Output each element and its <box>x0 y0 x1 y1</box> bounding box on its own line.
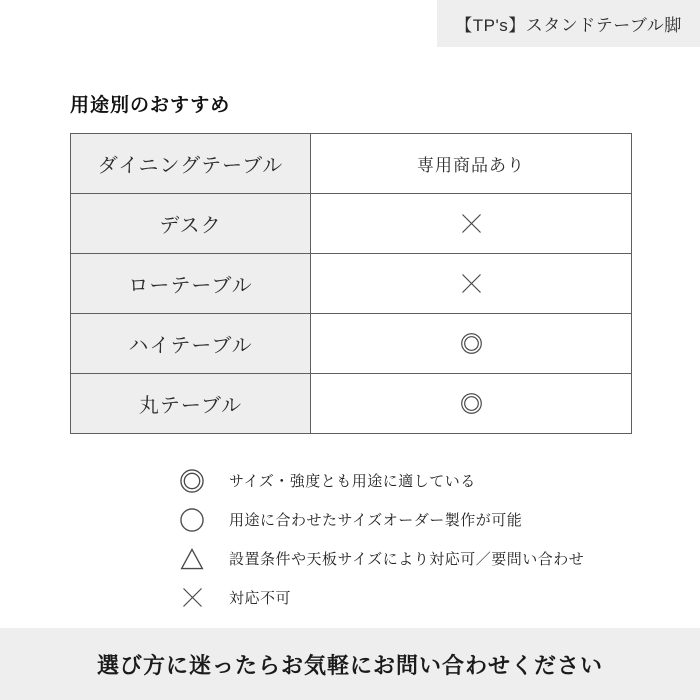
legend-label: 設置条件や天板サイズにより対応可／要問い合わせ <box>229 551 585 568</box>
cross-icon <box>460 272 483 295</box>
product-title: 【TP's】スタンドテーブル脚 <box>455 16 682 35</box>
use-label-cell: デスク <box>71 194 311 253</box>
legend-item <box>177 539 584 578</box>
table-row <box>71 374 631 433</box>
contact-footer-text: 選び方に迷ったらお気軽にお問い合わせください <box>96 652 603 678</box>
double-circle-icon <box>460 332 483 355</box>
product-title-badge <box>437 0 700 47</box>
use-label-cell: 丸テーブル <box>71 374 311 433</box>
rating-text: 専用商品あり <box>417 156 525 175</box>
legend-label: サイズ・強度とも用途に適している <box>229 473 476 490</box>
recommendation-table <box>70 133 632 434</box>
legend-label: 用途に合わせたサイズオーダー製作が可能 <box>229 512 523 529</box>
use-label-cell: ダイニングテーブル <box>71 134 311 193</box>
legend-item <box>177 500 584 539</box>
legend-mark <box>177 468 207 494</box>
cross-icon <box>460 212 483 235</box>
table-row <box>71 254 631 314</box>
table-row <box>71 134 631 194</box>
use-label-cell: ハイテーブル <box>71 314 311 373</box>
rating-cell <box>311 314 631 373</box>
legend-mark <box>177 507 207 533</box>
rating-cell <box>311 254 631 313</box>
table-row <box>71 194 631 254</box>
circle-icon <box>179 507 205 533</box>
double-circle-icon <box>460 392 483 415</box>
use-label-cell: ローテーブル <box>71 254 311 313</box>
section-title: 用途別のおすすめ <box>70 95 231 116</box>
contact-footer-bar <box>0 628 700 700</box>
triangle-icon <box>179 546 205 572</box>
rating-cell <box>311 374 631 433</box>
table-row <box>71 314 631 374</box>
legend-mark <box>177 586 207 609</box>
rating-cell <box>311 194 631 253</box>
rating-cell <box>311 134 631 193</box>
legend-mark <box>177 546 207 572</box>
legend <box>177 461 584 617</box>
cross-icon <box>181 586 204 609</box>
double-circle-icon <box>179 468 205 494</box>
legend-item <box>177 578 584 617</box>
legend-label: 対応不可 <box>229 590 292 607</box>
legend-item <box>177 461 584 500</box>
